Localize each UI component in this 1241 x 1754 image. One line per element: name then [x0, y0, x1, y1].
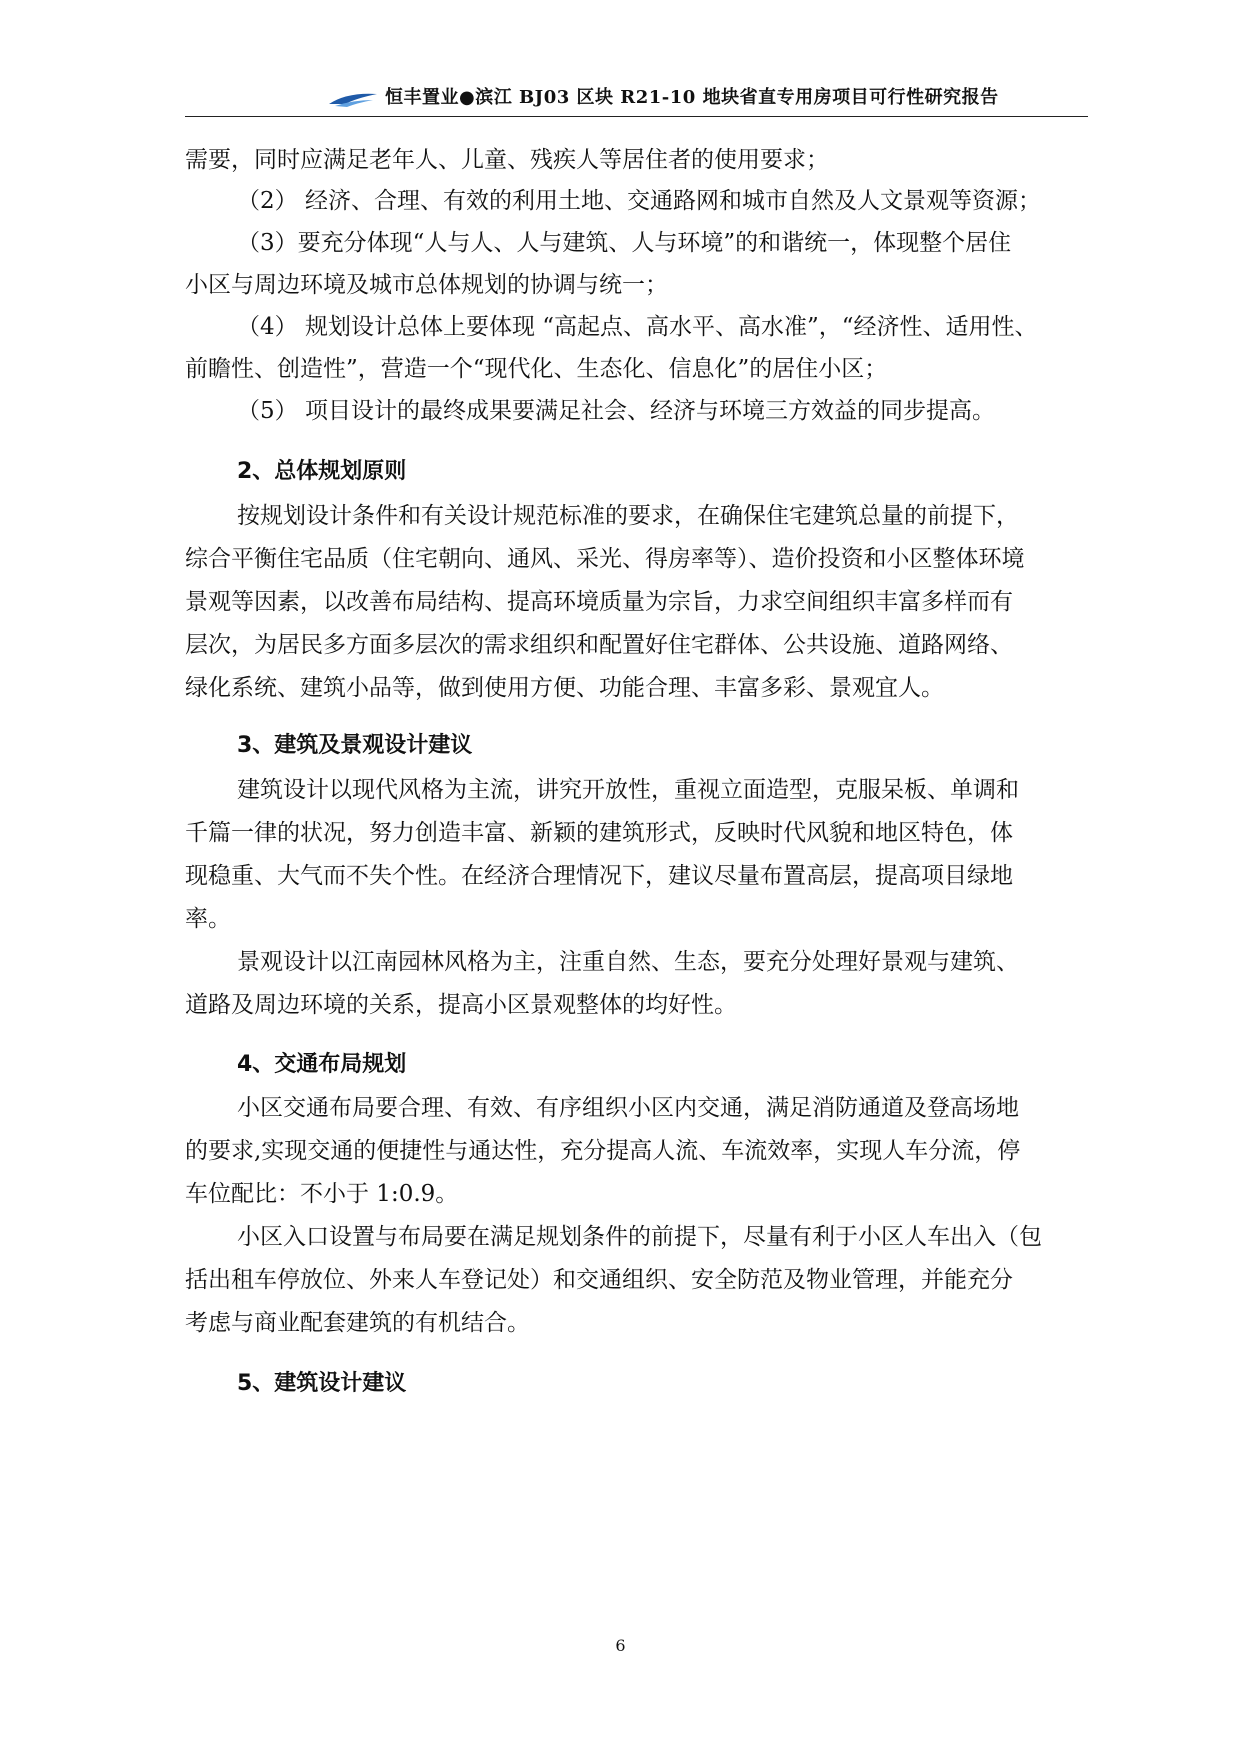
- body-line-5: （4） 规划设计总体上要体现 “高起点、高水平、高水准”，“经济性、适用性、: [237, 314, 1038, 340]
- body-line-12: 绿化系统、建筑小品等，做到使用方便、功能合理、丰富多彩、景观宜人。: [185, 675, 944, 701]
- body-line-16: 率。: [185, 906, 231, 932]
- body-line-2: （2） 经济、合理、有效的利用土地、交通路网和城市自然及人文景观等资源；: [237, 188, 1041, 214]
- body-line-19: 小区交通布局要合理、有效、有序组织小区内交通，满足消防通道及登高场地: [237, 1095, 1019, 1121]
- section-heading-2: 2、总体规划原则: [237, 459, 407, 484]
- body-line-8: 按规划设计条件和有关设计规范标准的要求，在确保住宅建筑总量的前提下，: [237, 503, 1019, 529]
- body-line-13: 建筑设计以现代风格为主流，讲究开放性，重视立面造型，克服呆板、单调和: [237, 777, 1019, 803]
- body-line-10: 景观等因素，以改善布局结构、提高环境质量为宗旨，力求空间组织丰富多样而有: [185, 589, 1013, 615]
- body-line-22: 小区入口设置与布局要在满足规划条件的前提下，尽量有利于小区人车出入（包: [237, 1224, 1042, 1250]
- body-line-14: 千篇一律的状况，努力创造丰富、新颖的建筑形式，反映时代风貌和地区特色，体: [185, 820, 1013, 846]
- page-number: 6: [615, 1636, 626, 1655]
- page-header: [185, 82, 1088, 117]
- body-line-24: 考虑与商业配套建筑的有机结合。: [185, 1310, 530, 1336]
- body-line-15: 现稳重、大气而不失个性。在经济合理情况下，建议尽量布置高层，提高项目绿地: [185, 863, 1013, 889]
- body-line-23: 括出租车停放位、外来人车登记处）和交通组织、安全防范及物业管理，并能充分: [185, 1267, 1013, 1293]
- body-line-1: 需要，同时应满足老年人、儿童、残疾人等居住者的使用要求；: [185, 147, 829, 173]
- section-heading-3: 3、建筑及景观设计建议: [237, 733, 473, 758]
- body-line-18: 道路及周边环境的关系，提高小区景观整体的均好性。: [185, 992, 737, 1018]
- company-logo-icon: [327, 90, 379, 108]
- body-line-21: 车位配比：不小于 1:0.9。: [185, 1181, 459, 1207]
- body-line-20: 的要求,实现交通的便捷性与通达性，充分提高人流、车流效率，实现人车分流，停: [185, 1138, 1021, 1164]
- body-line-4: 小区与周边环境及城市总体规划的协调与统一；: [185, 272, 668, 298]
- report-title: 恒丰置业●滨江 BJ03 区块 R21-10 地块省直专用房项目可行性研究报告: [385, 87, 999, 108]
- section-heading-4: 4、交通布局规划: [237, 1052, 407, 1077]
- body-line-11: 层次，为居民多方面多层次的需求组织和配置好住宅群体、公共设施、道路网络、: [185, 632, 1013, 658]
- body-line-9: 综合平衡住宅品质（住宅朝向、通风、采光、得房率等）、造价投资和小区整体环境: [185, 546, 1025, 572]
- body-line-7: （5） 项目设计的最终成果要满足社会、经济与环境三方效益的同步提高。: [237, 398, 995, 424]
- section-heading-5: 5、建筑设计建议: [237, 1371, 407, 1396]
- body-line-6: 前瞻性、创造性”，营造一个“现代化、生态化、信息化”的居住小区；: [185, 356, 888, 382]
- body-line-17: 景观设计以江南园林风格为主，注重自然、生态，要充分处理好景观与建筑、: [237, 949, 1019, 975]
- body-line-3: （3）要充分体现“人与人、人与建筑、人与环境”的和谐统一，体现整个居住: [237, 230, 1012, 256]
